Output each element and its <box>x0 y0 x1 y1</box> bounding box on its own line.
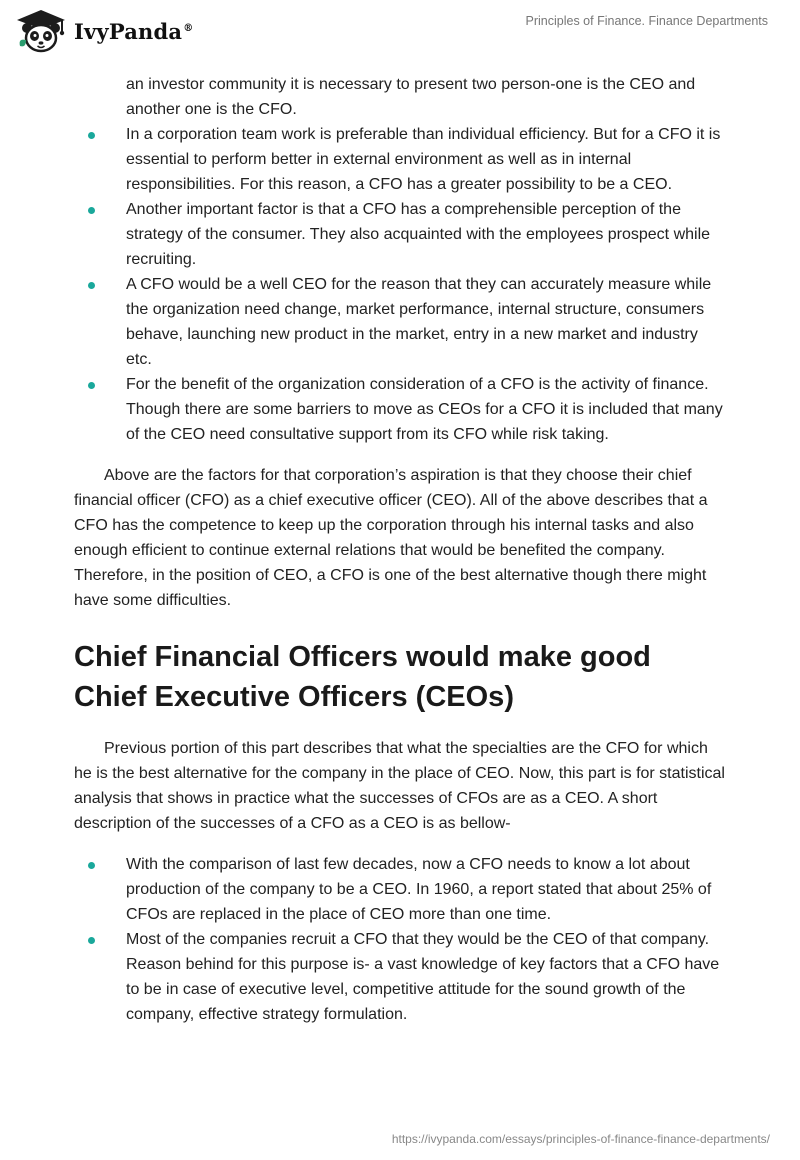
panda-graduate-icon <box>14 8 68 54</box>
list-item: For the benefit of the organization consideration of a CFO is the activity of finance. Though there are some barriers to move as CEOs for a CFO it is included that many of the CEO need consultative support from its CFO while risk taking. <box>74 372 728 447</box>
document-title: Principles of Finance. Finance Departments <box>525 14 768 28</box>
list-item: With the comparison of last few decades, now a CFO needs to know a lot about production of the company to be a CEO. In 1960, a report stated that about 25% of CFOs are replaced in the place of CEO more than one time. <box>74 852 728 927</box>
list-item: A CFO would be a well CEO for the reason that they can accurately measure while the organization need change, market performance, internal structure, consumers behave, launching new product in the market, entry in a new market and industry etc. <box>74 272 728 372</box>
page-header <box>0 0 800 64</box>
list-item: Another important factor is that a CFO has a comprehensible perception of the strategy of the consumer. They also acquainted with the employees prospect while recruiting. <box>74 197 728 272</box>
factor-list <box>74 72 728 447</box>
list-item: Most of the companies recruit a CFO that they would be the CEO of that company. Reason behind for this purpose is- a vast knowledge of key factors that a CFO have to be in case of executive level, competitive attitude for the sound growth of the company, effective strategy formulation. <box>74 927 728 1027</box>
list-item-continued: an investor community it is necessary to present two person-one is the CEO and another one is the CFO. <box>126 76 696 118</box>
article-body <box>74 72 728 1027</box>
summary-paragraph: Above are the factors for that corporation’s aspiration is that they choose their chief financial officer (CFO) as a chief executive officer (CEO). All of the above describes that a CFO has the competence to keep up the corporation through his internal tasks and also enough efficient to continue external relations that would be benefited the company. Therefore, in the position of CEO, a CFO is one of the best alternative though there might have some difficulties. <box>74 467 708 609</box>
ivypanda-logo[interactable] <box>14 8 193 54</box>
brand-name: IvyPanda® <box>74 18 194 44</box>
section-heading: Chief Financial Officers would make good Chief Executive Officers (CEOs) <box>74 641 651 713</box>
intro-paragraph: Previous portion of this part describes that what the specialties are the CFO for which he is the best alternative for the company in the place of CEO. Now, this part is for statistical analysis that shows in practice what the successes of CFOs are as a CEO. A short description of the successes of a CFO as a CEO is as bellow- <box>74 740 725 832</box>
successes-list <box>74 852 728 1027</box>
list-item: In a corporation team work is preferable than individual efficiency. But for a CFO it is essential to perform better in external environment as well as in internal responsibilities. For this reason, a CFO has a greater possibility to be a CEO. <box>74 122 728 197</box>
source-url[interactable]: https://ivypanda.com/essays/principles-of-finance-finance-departments/ <box>391 1132 770 1146</box>
